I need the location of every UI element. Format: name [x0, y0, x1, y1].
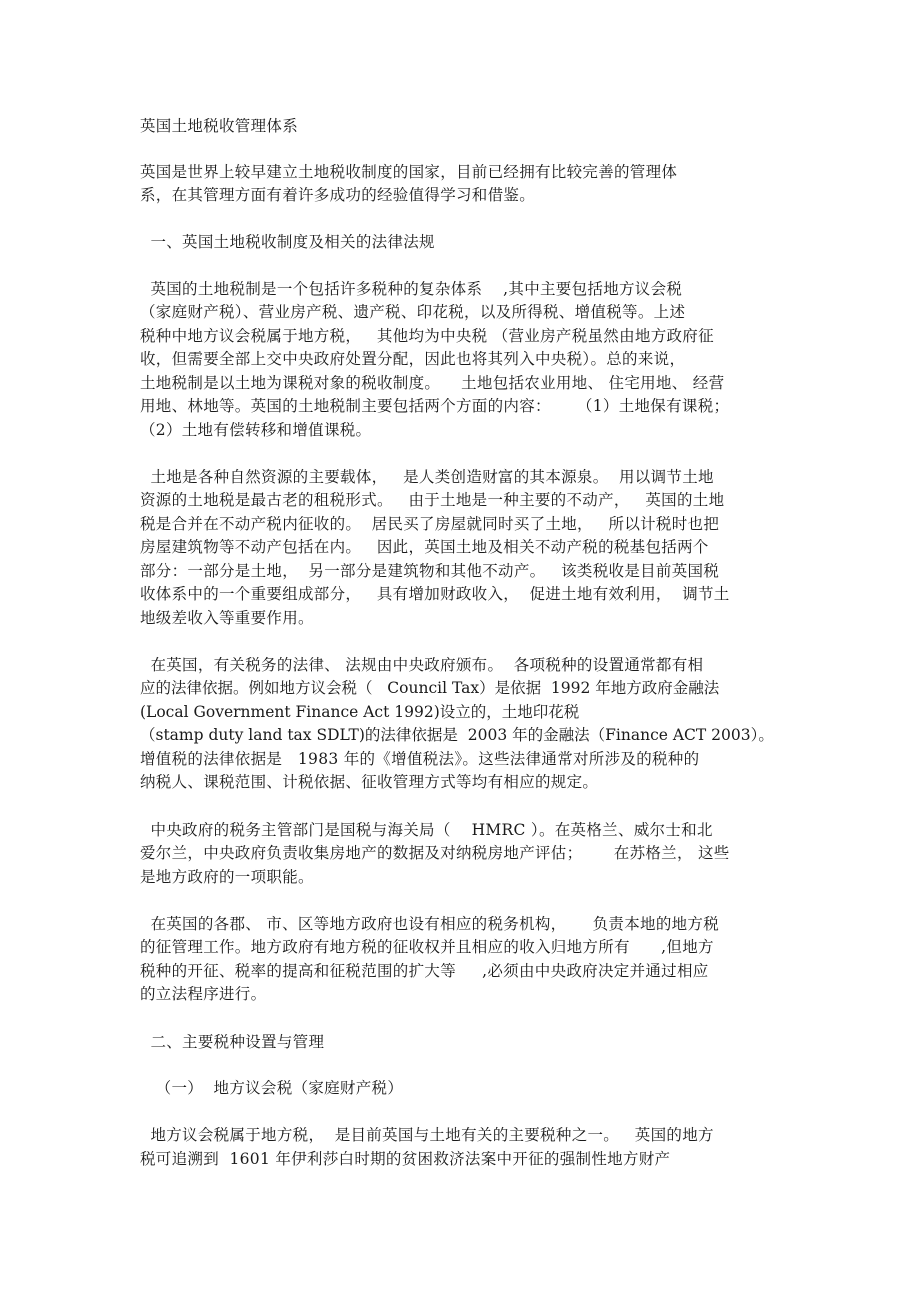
paragraph-line: 地方议会税属于地方税， 是目前英国与土地有关的主要税种之一。 英国的地方: [140, 1126, 714, 1144]
paragraph-line: 土地是各种自然资源的主要载体， 是人类创造财富的其本源泉。 用以调节土地: [140, 468, 714, 486]
paragraph-line: 纳税人、课税范围、计税依据、征收管理方式等均有相应的规定。: [140, 773, 599, 791]
paragraph-line: 房屋建筑物等不动产包括在内。 因此，英国土地及相关不动产税的税基包括两个: [140, 538, 709, 556]
paragraph-line: 部分：一部分是土地， 另一部分是建筑物和其他不动产。 该类税收是目前英国税: [140, 562, 720, 580]
paragraph-line: 税种中地方议会税属于地方税， 其他均为中央税 （营业房产税虽然由地方政府征: [140, 327, 714, 345]
paragraph-line: 收体系中的一个重要组成部分， 具有增加财政收入， 促进土地有效利用， 调节土: [140, 585, 730, 603]
intro-line: 英国是世界上较早建立土地税收制度的国家，目前已经拥有比较完善的管理体: [140, 163, 678, 181]
paragraph-line: 中央政府的税务主管部门是国税与海关局（ HMRC ）。在英格兰、威尔士和北: [140, 821, 713, 839]
paragraph-line: 是地方政府的一项职能。: [140, 868, 314, 886]
paragraph-line: 税是合并在不动产税内征收的。 居民买了房屋就同时买了土地， 所以计税时也把: [140, 515, 720, 533]
paragraph-line: 增值税的法律依据是 1983 年的《增值税法》。这些法律通常对所涉及的税种的: [140, 750, 700, 768]
paragraph-line: 税种的开征、税率的提高和征税范围的扩大等 ,必须由中央政府决定并通过相应: [140, 962, 709, 980]
paragraph-line: （stamp duty land tax SDLT)的法律依据是 2003 年的金融法（Finance ACT 2003）。: [140, 726, 774, 744]
paragraph-line: 用地、林地等。英国的土地税制主要包括两个方面的内容： （1）土地保有课税；: [140, 397, 730, 415]
paragraph-line: 在英国，有关税务的法律、 法规由中央政府颁布。 各项税种的设置通常都有相: [140, 656, 704, 674]
paragraph-line: （家庭财产税）、营业房产税、遗产税、印花税，以及所得税、增值税等。上述: [140, 303, 686, 321]
paragraph-line: 的立法程序进行。: [140, 985, 267, 1003]
paragraph-line: 的征管理工作。地方政府有地方税的征收权并且相应的收入归地方所有 ,但地方: [140, 938, 714, 956]
intro-line: 系，在其管理方面有着许多成功的经验值得学习和借鉴。: [140, 186, 536, 204]
paragraph-line: 税可追溯到 1601 年伊利莎白时期的贫困救济法案中开征的强制性地方财产: [140, 1150, 671, 1168]
section-heading-1: 一、英国土地税收制度及相关的法律法规: [140, 233, 435, 251]
section-heading-2: 二、主要税种设置与管理: [140, 1033, 325, 1051]
paragraph-line: 收，但需要全部上交中央政府处置分配，因此也将其列入中央税）。总的来说，: [140, 350, 686, 368]
paragraph-line: 资源的土地税是最古老的租税形式。 由于土地是一种主要的不动产， 英国的土地: [140, 491, 725, 509]
subsection-heading: （一） 地方议会税（家庭财产税）: [140, 1079, 404, 1097]
paragraph-line: 地级差收入等重要作用。: [140, 609, 314, 627]
paragraph-line: 英国的土地税制是一个包括许多税种的复杂体系 ,其中主要包括地方议会税: [140, 280, 683, 298]
paragraph-line: （2）土地有偿转移和增值课税。: [140, 421, 372, 439]
paragraph-line: 爱尔兰，中央政府负责收集房地产的数据及对纳税房地产评估； 在苏格兰， 这些: [140, 844, 730, 862]
document-title: 英国土地税收管理体系: [140, 117, 299, 135]
paragraph-line: 在英国的各郡、 市、区等地方政府也设有相应的税务机构， 负责本地的地方税: [140, 915, 720, 933]
paragraph-line: 应的法律依据。例如地方议会税（ Council Tax）是依据 1992 年地方政府金融法: [140, 679, 720, 697]
paragraph-line: 土地税制是以土地为课税对象的税收制度。 土地包括农业用地、 住宅用地、 经营: [140, 374, 725, 392]
paragraph-line: (Local Government Finance Act 1992)设立的，土地印花税: [140, 703, 580, 721]
